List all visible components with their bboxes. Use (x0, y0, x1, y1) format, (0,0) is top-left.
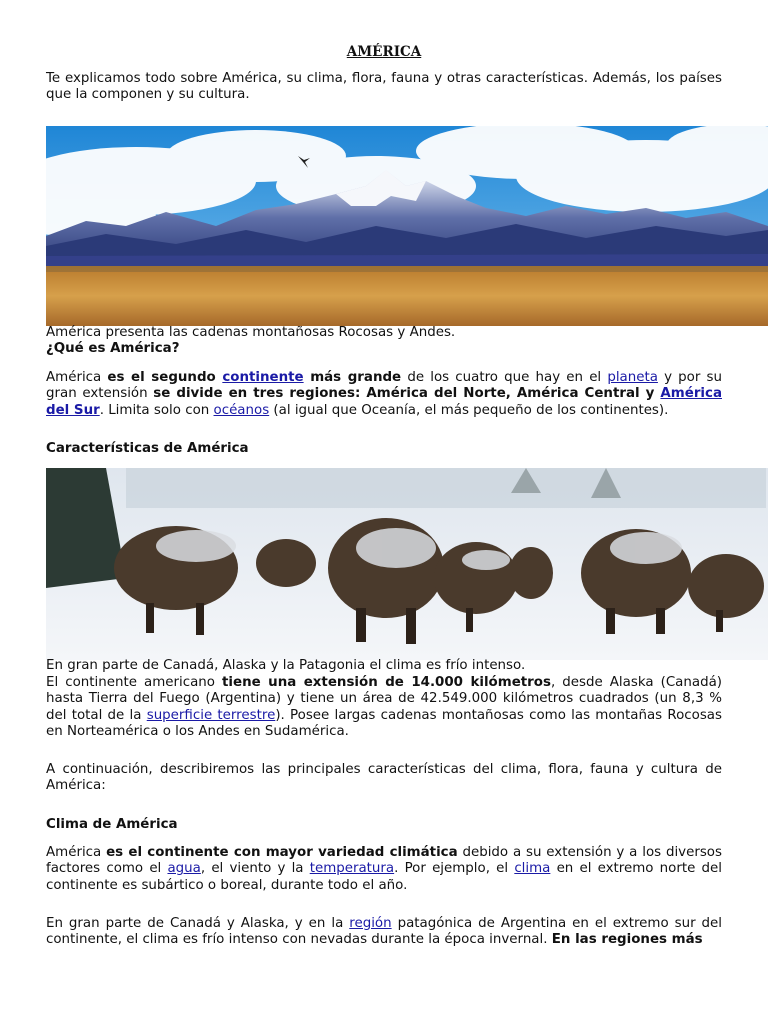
page-title: AMÉRICA (346, 44, 422, 60)
p4-text: debido a su extensión y a los diversos factores como el (46, 845, 722, 877)
link-america-del-sur[interactable]: América del Sur (46, 386, 722, 418)
p1-bold: más grande (303, 370, 402, 385)
p5-bold: En las regiones más (551, 932, 703, 948)
link-oceanos[interactable]: océanos (213, 402, 270, 418)
paragraph-continuation: A continuación, describiremos las principales características del clima, flora, fauna y cultura de América: (46, 762, 722, 794)
paragraph-cold-regions (46, 916, 722, 949)
p1-bold: se divide en tres regiones: América del Norte, América Central y (153, 386, 661, 402)
paragraph-what-is (46, 370, 722, 419)
p2-bold: tiene una extensión de 14.000 kilómetros (222, 675, 551, 690)
p4-text: . Por ejemplo, el (394, 861, 515, 877)
paragraph-climate (46, 845, 722, 894)
link-agua[interactable]: agua (167, 861, 201, 877)
p2-text: , desde Alaska (Canadá) hasta Tierra del Fuego (Argentina) y tiene un área de 42.549.000 kilómetros cuadrados (un 8,3 % del total de la (46, 675, 723, 723)
link-clima[interactable]: clima (514, 861, 551, 877)
section-heading-characteristics: Características de América (46, 441, 249, 456)
link-temperatura[interactable]: temperatura (309, 861, 395, 877)
p4-text: , el viento y la (200, 861, 310, 877)
paragraph-extension (46, 675, 722, 741)
p5-text: patagónica de Argentina en el extremo sur del continente, el clima es frío intenso con nevadas durante la época invernal. (46, 916, 722, 948)
link-superficie-terrestre[interactable]: superficie terrestre (146, 707, 276, 723)
bison-image (46, 468, 768, 660)
p2-text: El continente americano (46, 675, 223, 690)
section-heading-climate: Clima de América (46, 817, 178, 832)
section-heading-what: ¿Qué es América? (46, 341, 180, 356)
p4-text: en el extremo norte del continente es subártico o boreal, durante todo el año. (46, 861, 722, 893)
p4-bold: es el continente con mayor variedad climática (106, 845, 458, 860)
image1-caption: América presenta las cadenas montañosas Rocosas y Andes. (46, 325, 456, 340)
link-planeta[interactable]: planeta (607, 370, 658, 385)
p2-text: ). Posee largas cadenas montañosas como las montañas Rocosas en Norteamérica o los Andes en Sudamérica. (46, 707, 722, 740)
link-region[interactable]: región (349, 916, 392, 931)
mountains-image (46, 126, 768, 326)
p1-text: de los cuatro que hay en el (401, 370, 608, 385)
p1-text: América (46, 370, 108, 385)
p1-text: y por su gran extensión (46, 370, 723, 402)
p1-text: (al igual que Oceanía, el más pequeño de los continentes). (269, 402, 669, 418)
p1-text: . Limita solo con (99, 402, 214, 418)
p1-bold: es el segundo (107, 370, 223, 385)
p5-text: En gran parte de Canadá y Alaska, y en la (46, 916, 350, 931)
link-continente[interactable]: continente (222, 370, 304, 385)
p4-text: América (46, 845, 107, 860)
intro-paragraph: Te explicamos todo sobre América, su clima, flora, fauna y otras características. Además, los países que la componen y su cultura. (46, 71, 722, 103)
image2-caption: En gran parte de Canadá, Alaska y la Patagonia el clima es frío intenso. (46, 658, 526, 673)
